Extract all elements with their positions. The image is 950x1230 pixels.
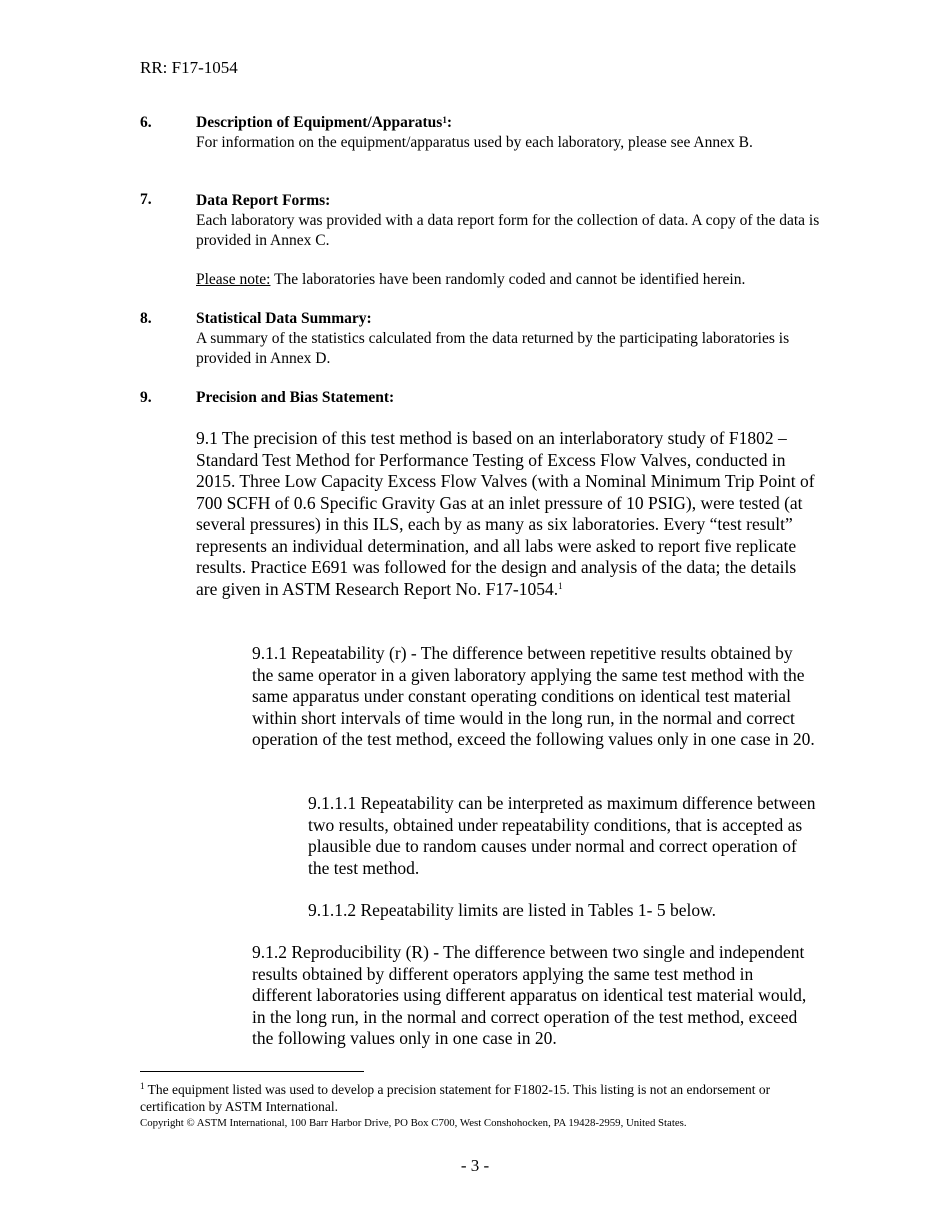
section-9: [196, 388, 826, 408]
footnote: [140, 1081, 800, 1115]
section-6-number: 6.: [140, 114, 152, 131]
section-6-body: For information on the equipment/apparatus used by each laboratory, please see Annex B.: [196, 134, 753, 151]
note-text: The laboratories have been randomly coded and cannot be identified herein.: [270, 271, 746, 288]
section-9-number: 9.: [140, 389, 152, 406]
section-7-body: Each laboratory was provided with a data report form for the collection of data. A copy of the data is provided in Annex C.: [196, 212, 820, 249]
footnote-ref: 1: [558, 580, 563, 591]
note-label: Please note:: [196, 271, 271, 288]
section-6-title: Description of Equipment/Apparatus$^1$:: [196, 114, 452, 131]
section-9-title: Precision and Bias Statement:: [196, 389, 395, 406]
paragraph-9-1-1-1: 9.1.1.1 Repeatability can be interpreted as maximum difference between two results, obtained under repeatability conditions, that is accepted as plausible due to random causes under normal and correct operation of the test method.: [308, 793, 816, 878]
section-8-title: Statistical Data Summary:: [196, 310, 372, 327]
section-6: [196, 113, 826, 153]
footnote-ref: 1: [442, 115, 447, 125]
section-8-body: A summary of the statistics calculated from the data returned by the participating laboratories is provided in Annex D.: [196, 330, 790, 367]
section-8-number: 8.: [140, 310, 152, 327]
section-8: [196, 309, 826, 369]
paragraph-9-1-2: 9.1.2 Reproducibility (R) - The difference between two single and independent results obtained by different operators applying the same test method in different laboratories using different apparatus on identical test material would, in the long run, in the normal and correct operation of the test method, exceed the following values only in one case in 20.: [252, 942, 807, 1048]
paragraph-9-1-1: 9.1.1 Repeatability (r) - The difference between repetitive results obtained by the same operator in a given laboratory applying the same test method with the same apparatus under constant operating conditions on identical test material within short intervals of time would in the long run, in the normal and correct operation of the test method, exceed the following values only in one case in 20.: [252, 643, 815, 749]
section-7: [196, 191, 826, 290]
section-7-title: Data Report Forms:: [196, 192, 331, 209]
footnote-text: The equipment listed was used to develop a precision statement for F1802-15. This listing is not an endorsement or certification by ASTM International.: [140, 1082, 771, 1114]
footnote-divider: [140, 1071, 364, 1072]
footnote-marker: 1: [140, 1081, 145, 1091]
section-7-note: [196, 270, 826, 290]
copyright-notice: Copyright © ASTM International, 100 Barr Harbor Drive, PO Box C700, West Conshohocken, PA 19428-2959, United States.: [140, 1117, 687, 1129]
report-header: RR: F17-1054: [140, 58, 238, 77]
paragraph-9-1-1-2: 9.1.1.2 Repeatability limits are listed in Tables 1- 5 below.: [308, 900, 717, 920]
section-7-number: 7.: [140, 191, 152, 208]
paragraph-9-1: 9.1 The precision of this test method is based on an interlaboratory study of F1802 – Standard Test Method for Performance Testing of Excess Flow Valves, conducted in 2015. Three Low Capacity Excess Flow Valves (with a Nominal Minimum Trip Point of 700 SCFH of 0.6 Specific Gravity Gas at an inlet pressure of 10 PSIG), were tested (at several pressures) in this ILS, each by as many as six laboratories. Every “test result” represents an individual determination, and all labs were asked to report five replicate results. Practice E691 was followed for the design and analysis of the data; the details are given in ASTM Research Report No. F17-1054.$^1$: [196, 428, 815, 599]
page-number: - 3 -: [460, 1156, 490, 1175]
